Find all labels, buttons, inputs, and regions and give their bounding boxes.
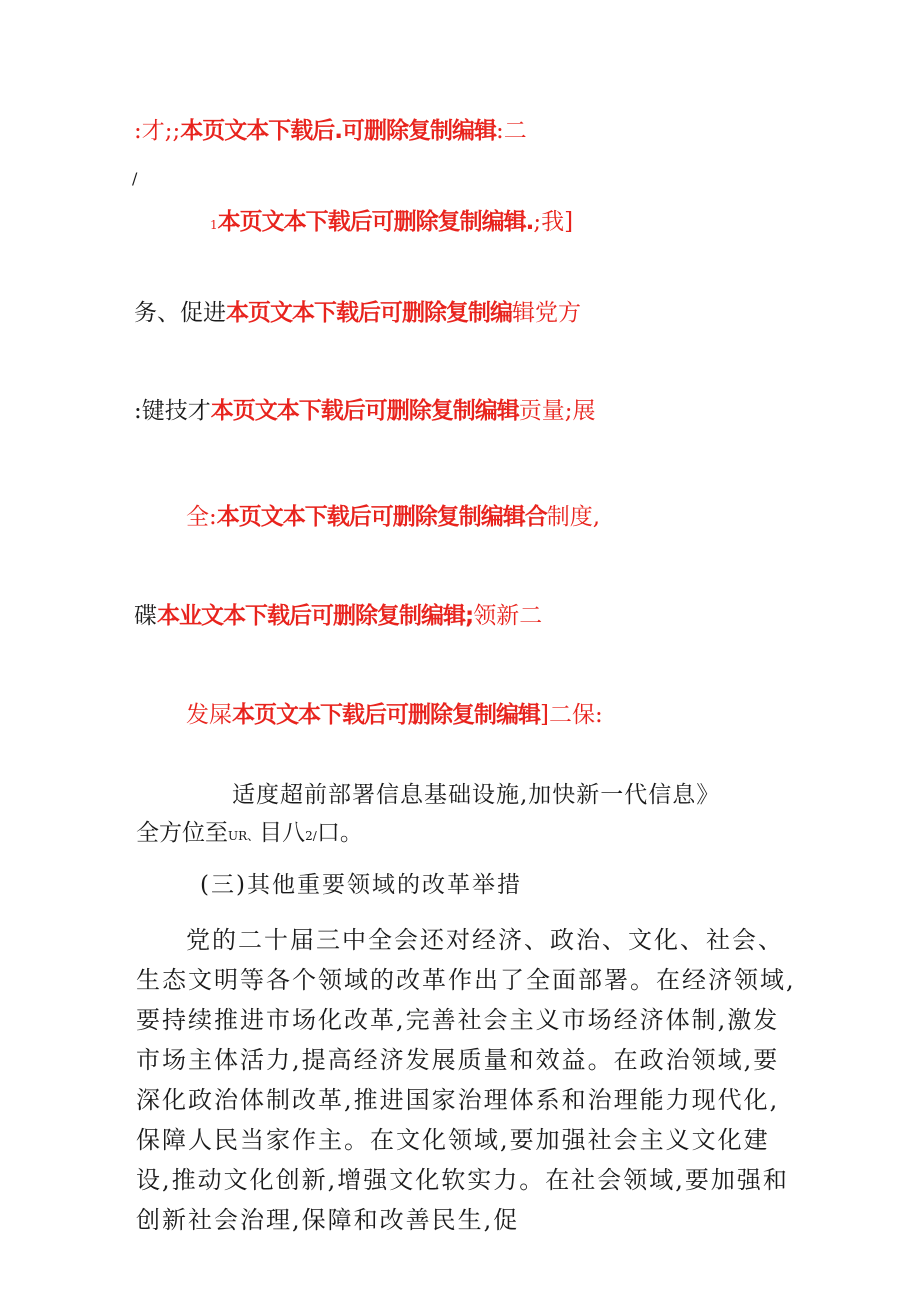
overlay-row-5 (134, 400, 596, 423)
fragment-2-c: 目八 (259, 820, 306, 846)
overlay-row-1 (134, 120, 527, 143)
watermark-text: 本页文本下载后.可删除复制编辑 (180, 118, 496, 144)
fragment-2-a: 全方位至 (136, 820, 228, 846)
fragment-2-d: 2/ (305, 829, 317, 843)
stray-mark-text: / (132, 169, 138, 188)
fragment-line-2 (136, 822, 363, 845)
row-3-suffix: ;我] (533, 209, 574, 235)
fragment-line-1 (232, 784, 720, 807)
row-1-suffix: :二 (496, 118, 527, 144)
body-paragraph: 党的二十届三中全会还对经济、政治、文化、社会、生态文明等各个领域的改革作出了全面部署。在经济领域,要持续推进市场化改革,完善社会主义市场经济体制,激发市场主体活力,提高经济发展质量和效益。在政治领域,要深化政治体制改革,推进国家治理体系和治理能力现代化,保障人民当家作主。在文化领域,要加强社会主义文化建设,推动文化创新,增强文化软实力。在社会领域,要加强和创新社会治理,保障和改善民生,促 (136, 926, 796, 1234)
fragment-2-e: 口。 (316, 820, 363, 846)
overlay-row-8 (186, 704, 603, 727)
row-5-suffix: 贡量;展 (518, 398, 596, 424)
row-8-suffix: ]二保: (540, 702, 603, 728)
fragment-2-b: UR、 (228, 829, 260, 843)
watermark-text: 本页文本下载后可删除复制编 (226, 300, 512, 326)
row-7-prefix: 碟 (134, 603, 157, 629)
row-1-prefix: :才;; (134, 118, 181, 144)
row-6-prefix: 全: (186, 504, 217, 530)
watermark-text: 本页文本下载后可删除复制编辑合 (216, 504, 547, 530)
watermark-text: 本页文本下载后可删除复制编辑 (210, 398, 519, 424)
section-heading (200, 874, 522, 897)
row-3-prefix: 1 (210, 218, 218, 232)
row-6-suffix: 制度, (546, 504, 601, 530)
overlay-row-6 (186, 506, 600, 529)
overlay-row-7 (134, 605, 542, 628)
overlay-row-4 (134, 302, 581, 325)
row-8-prefix: 发屎 (186, 702, 232, 728)
overlay-row-3 (210, 211, 573, 234)
row-5-prefix: :键技才 (134, 398, 211, 424)
fragment-line-1-text: 适度超前部署信息基础设施,加快新一代信息》 (232, 782, 721, 808)
row-4-prefix: 务、促进 (134, 300, 226, 326)
watermark-text: 本页文本下载后可删除复制编辑 (232, 702, 540, 728)
watermark-text: 本业文本下载后可删除复制编辑; (157, 603, 474, 629)
body-paragraph-block (136, 920, 796, 1240)
stray-mark (132, 171, 137, 187)
row-4-suffix: 辑党方 (512, 300, 581, 326)
watermark-text: 本页文本下载后可删除复制编辑. (217, 209, 534, 235)
row-7-suffix: 领新二 (473, 603, 543, 629)
section-heading-text: (三)其他重要领域的改革举措 (200, 872, 522, 898)
